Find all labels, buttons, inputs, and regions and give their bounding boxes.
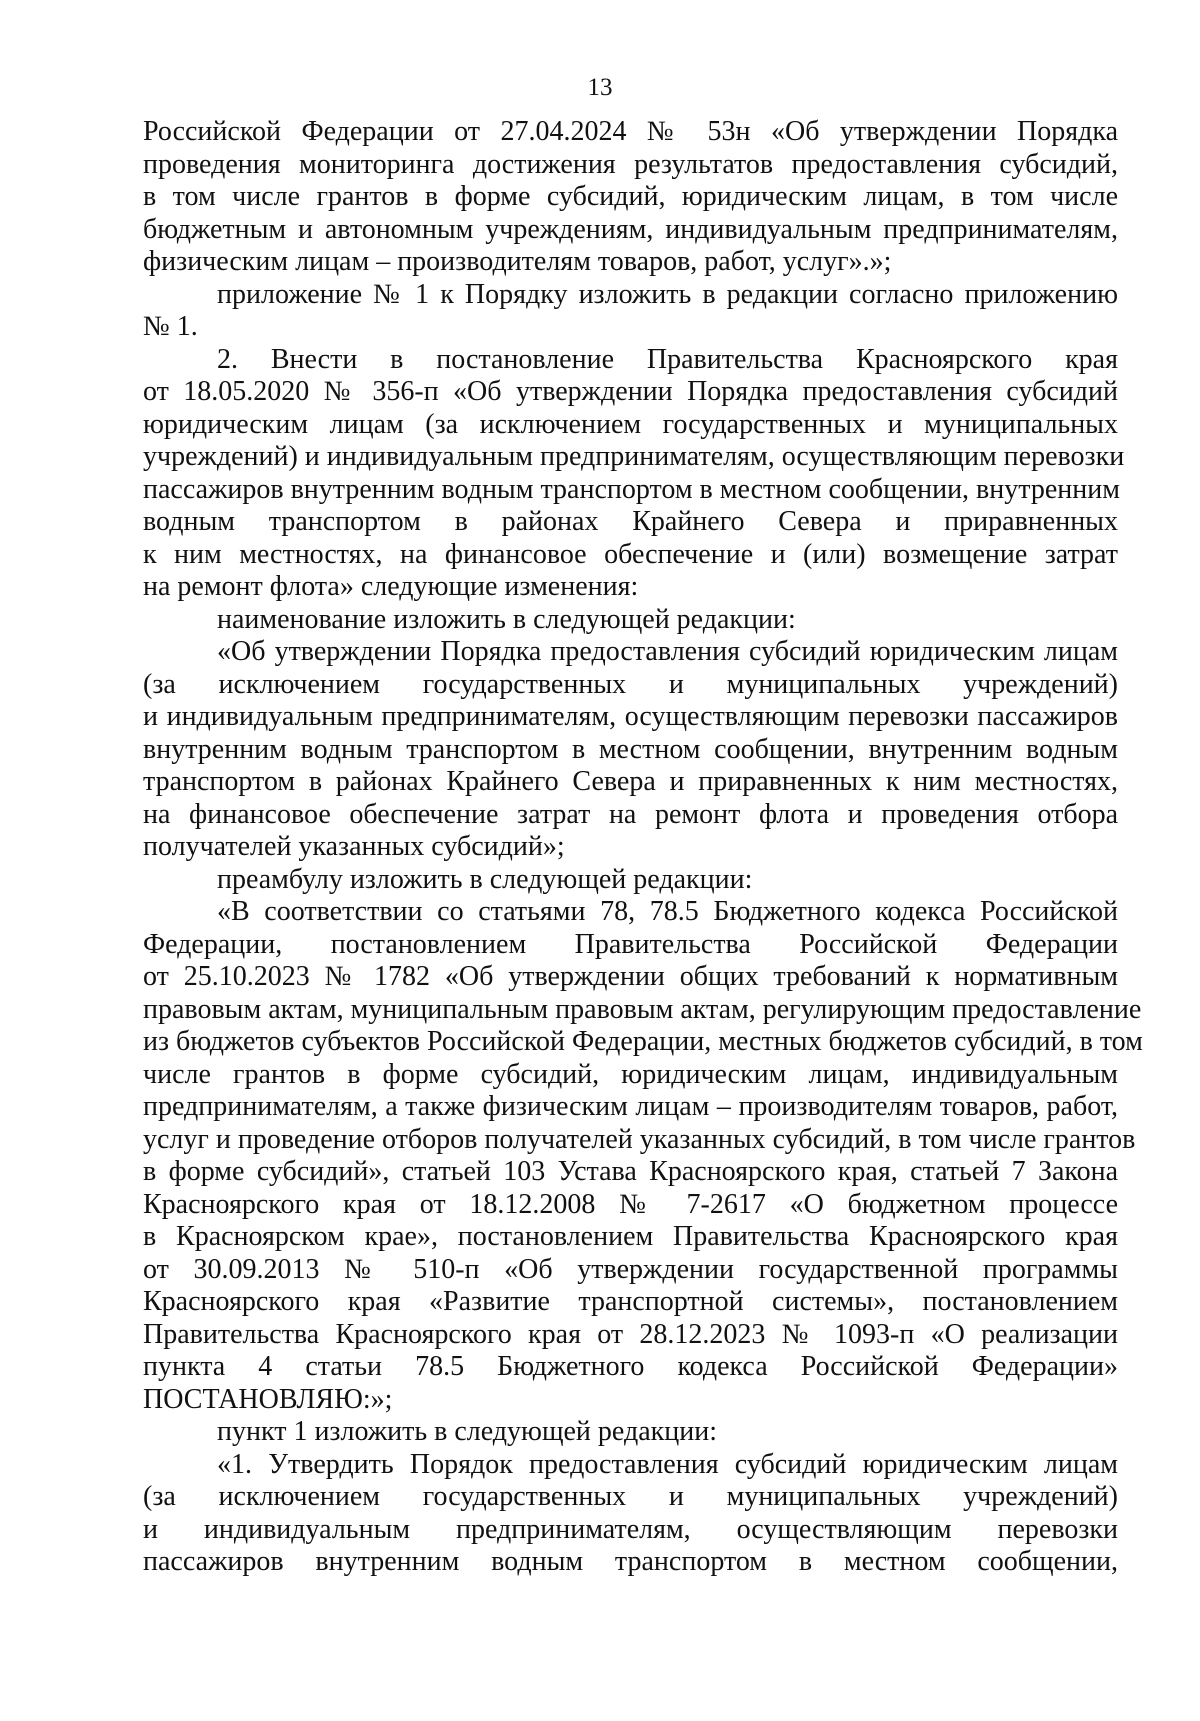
paragraph [143,116,1118,279]
text-line: услуг и проведение отборов получателей указанных субсидий, в том числе грантов [143,1123,1136,1155]
text-line: от 18.05.2020 № 356-п «Об утверждении Порядка предоставления субсидий [143,376,1118,407]
text-line: Российской Федерации от 27.04.2024 № 53н «Об утверждении Порядка [143,116,1118,147]
text-line: физическим лицам – производителям товаров, работ, услуг».»; [143,246,892,277]
paragraph [143,636,1118,864]
text-line: на ремонт флота» следующие изменения: [143,571,639,602]
text-line: юридическим лицам (за исключением государственных и муниципальных [143,408,1118,440]
text-line: и индивидуальным предпринимателям, осуществляющим перевозки [143,1513,1118,1545]
text-line: «Об утверждении Порядка предоставления субсидий юридическим лицам [217,636,1118,667]
text-line: учреждений) и индивидуальным предпринимателям, осуществляющим перевозки [143,441,1125,472]
text-line: приложение № 1 к Порядку изложить в редакции согласно приложению [217,278,1118,310]
text-line: в форме субсидий», статьей 103 Устава Красноярского края, статьей 7 Закона [143,1156,1118,1187]
text-line: предпринимателям, а также физическим лицам – производителям товаров, работ, [143,1091,1118,1122]
text-line: 2. Внести в постановление Правительства Красноярского края [217,343,1118,375]
document-body [143,116,1143,1579]
text-line: к ним местностях, на финансовое обеспечение и (или) возмещение затрат [143,538,1118,570]
text-line: (за исключением государственных и муниципальных учреждений) [143,668,1118,700]
text-line: проведения мониторинга достижения результатов предоставления субсидий, [143,148,1118,180]
paragraph [143,343,1125,604]
page-number: 13 [587,74,613,101]
text-line: Красноярского края от 18.12.2008 № 7-2617 «О бюджетном процессе [143,1188,1118,1220]
text-line: наименование изложить в следующей редакции: [217,603,796,635]
text-line: водным транспортом в районах Крайнего Севера и приравненных [143,506,1118,537]
paragraph [143,279,1118,344]
text-line: в том числе грантов в форме субсидий, юридическим лицам, в том числе [143,181,1118,212]
text-line: в Красноярском крае», постановлением Правительства Красноярского края [143,1221,1118,1252]
text-line: «1. Утвердить Порядок предоставления субсидий юридическим лицам [217,1448,1118,1480]
text-line: получателей указанных субсидий»; [143,831,565,862]
text-line: № 1. [143,311,198,342]
paragraph [143,864,1118,897]
text-line: (за исключением государственных и муниципальных учреждений) [143,1481,1118,1512]
paragraph [143,896,1143,1416]
paragraph [143,604,1118,637]
paragraph [143,1449,1118,1579]
text-line: внутренним водным транспортом в местном сообщении, внутренним водным [143,733,1118,765]
text-line: правовым актам, муниципальным правовым актам, регулирующим предоставление [143,993,1142,1025]
text-line: из бюджетов субъектов Российской Федерации, местных бюджетов субсидий, в том [143,1026,1143,1057]
text-line: пункта 4 статьи 78.5 Бюджетного кодекса Российской Федерации» [143,1351,1118,1382]
text-line: от 30.09.2013 № 510-п «Об утверждении государственной программы [143,1253,1118,1285]
text-line: числе грантов в форме субсидий, юридическим лицам, индивидуальным [143,1058,1118,1090]
text-line: Красноярского края «Развитие транспортной системы», постановлением [143,1286,1118,1317]
text-line: Федерации, постановлением Правительства Российской Федерации [143,928,1118,960]
text-line: Правительства Красноярского края от 28.12.2023 № 1093-п «О реализации [143,1318,1118,1350]
text-line: на финансовое обеспечение затрат на ремонт флота и проведения отбора [143,798,1118,830]
text-line: от 25.10.2023 № 1782 «Об утверждении общих требований к нормативным [143,961,1118,992]
text-line: бюджетным и автономным учреждениям, индивидуальным предпринимателям, [143,213,1118,245]
text-line: пункт 1 изложить в следующей редакции: [217,1416,717,1447]
text-line: ПОСТАНОВЛЯЮ:»; [143,1383,393,1415]
text-line: транспортом в районах Крайнего Севера и приравненных к ним местностях, [143,766,1118,797]
paragraph [143,1416,1118,1449]
text-line: пассажиров внутренним водным транспортом в местном сообщении, внутренним [143,473,1120,505]
text-line: и индивидуальным предпринимателям, осуществляющим перевозки пассажиров [143,701,1118,732]
text-line: преамбулу изложить в следующей редакции: [217,863,753,895]
text-line: «В соответствии со статьями 78, 78.5 Бюджетного кодекса Российской [217,896,1118,927]
text-line: пассажиров внутренним водным транспортом в местном сообщении, [143,1546,1118,1577]
